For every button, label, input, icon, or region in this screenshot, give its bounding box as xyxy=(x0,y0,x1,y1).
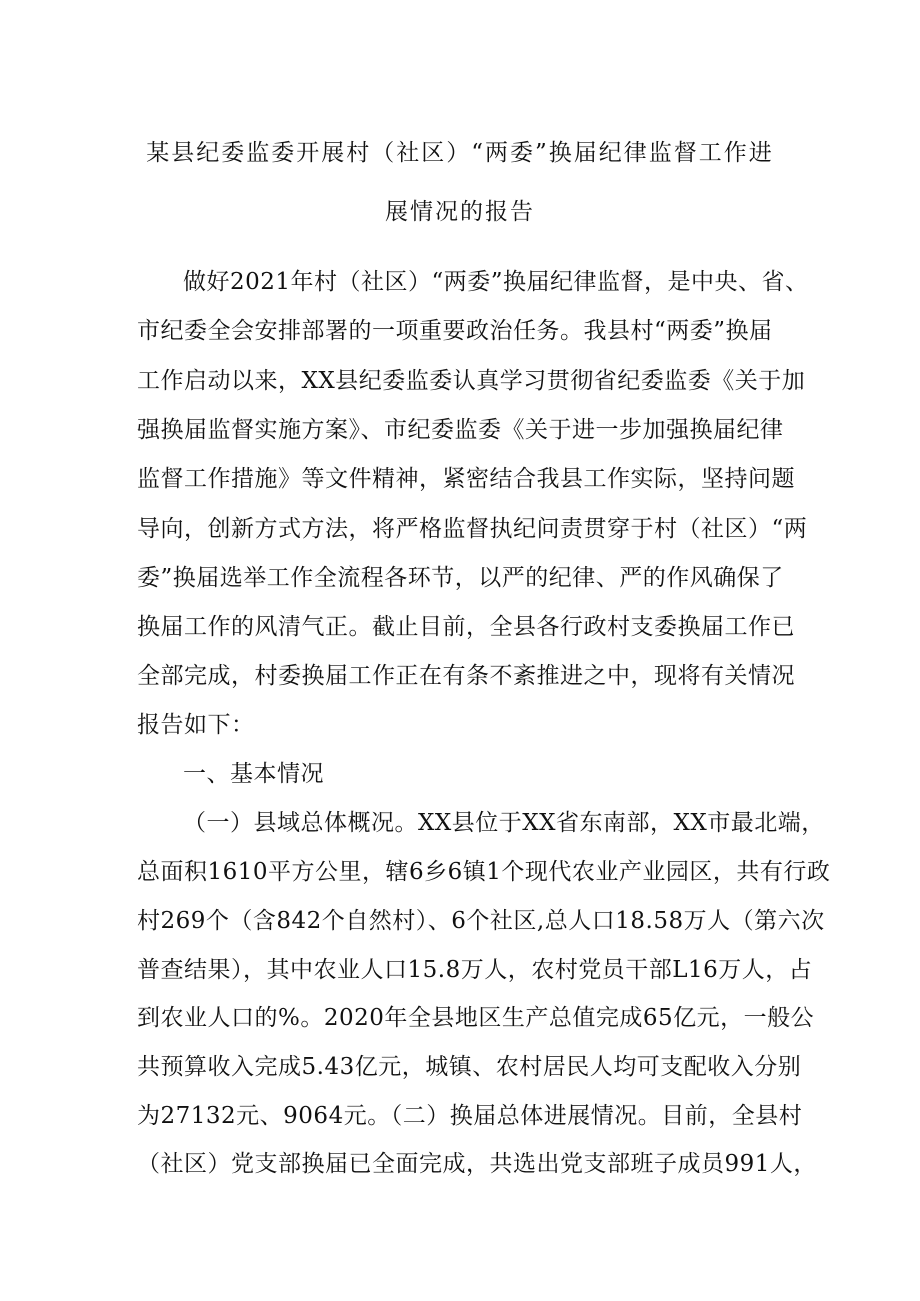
body-line: 到农业人口的%。2020年全县地区生产总值完成65亿元，一般公 xyxy=(137,1005,815,1031)
body-line: 普查结果），其中农业人口15.8万人，农村党员干部L16万人，占 xyxy=(137,957,813,983)
body-line: 工作启动以来，XX县纪委监委认真学习贯彻省纪委监委《关于加 xyxy=(137,368,806,394)
body-line: 共预算收入完成5.43亿元，城镇、农村居民人均可支配收入分别 xyxy=(137,1054,802,1080)
body-line: 总面积1610平方公里，辖6乡6镇1个现代农业产业园区，共有行政 xyxy=(137,859,831,885)
section-heading: 一、基本情况 xyxy=(183,761,324,787)
body-line: 报告如下： xyxy=(137,712,255,738)
body-line: 换届工作的风清气正。截止目前，全县各行政村支委换届工作已 xyxy=(137,614,795,640)
body-line: 为27132元、9064元。（二）换届总体进展情况。目前，全县村 xyxy=(137,1103,803,1129)
body-line: 委”换届选举工作全流程各环节，以严的纪律、严的作风确保了 xyxy=(137,565,784,591)
body-line: （一）县域总体概况。XX县位于XX省东南部，XX市最北端， xyxy=(183,810,825,836)
body-line: 村269个（含842个自然村）、6个社区,总人口18.58万人（第六次 xyxy=(137,908,825,934)
body-line: 监督工作措施》等文件精神，紧密结合我县工作实际，坚持问题 xyxy=(137,466,795,492)
report-title-line-2: 展情况的报告 xyxy=(385,199,535,225)
body-line: 强换届监督实施方案》、市纪委监委《关于进一步加强换届纪律 xyxy=(137,417,784,443)
body-line: （社区）党支部换届已全面完成，共选出党支部班子成员991人， xyxy=(137,1151,817,1177)
body-line: 做好2021年村（社区）“两委”换届纪律监督，是中央、省、 xyxy=(183,269,809,295)
body-line: 全部完成，村委换届工作正在有条不紊推进之中，现将有关情况 xyxy=(137,663,795,689)
body-line: 导向，创新方式方法，将严格监督执纪问责贯穿于村（社区）“两 xyxy=(137,516,808,542)
body-line: 市纪委全会安排部署的一项重要政治任务。我县村“两委”换届 xyxy=(137,318,773,344)
report-title-line-1: 某县纪委监委开展村（社区）“两委”换届纪律监督工作进 xyxy=(146,140,774,166)
